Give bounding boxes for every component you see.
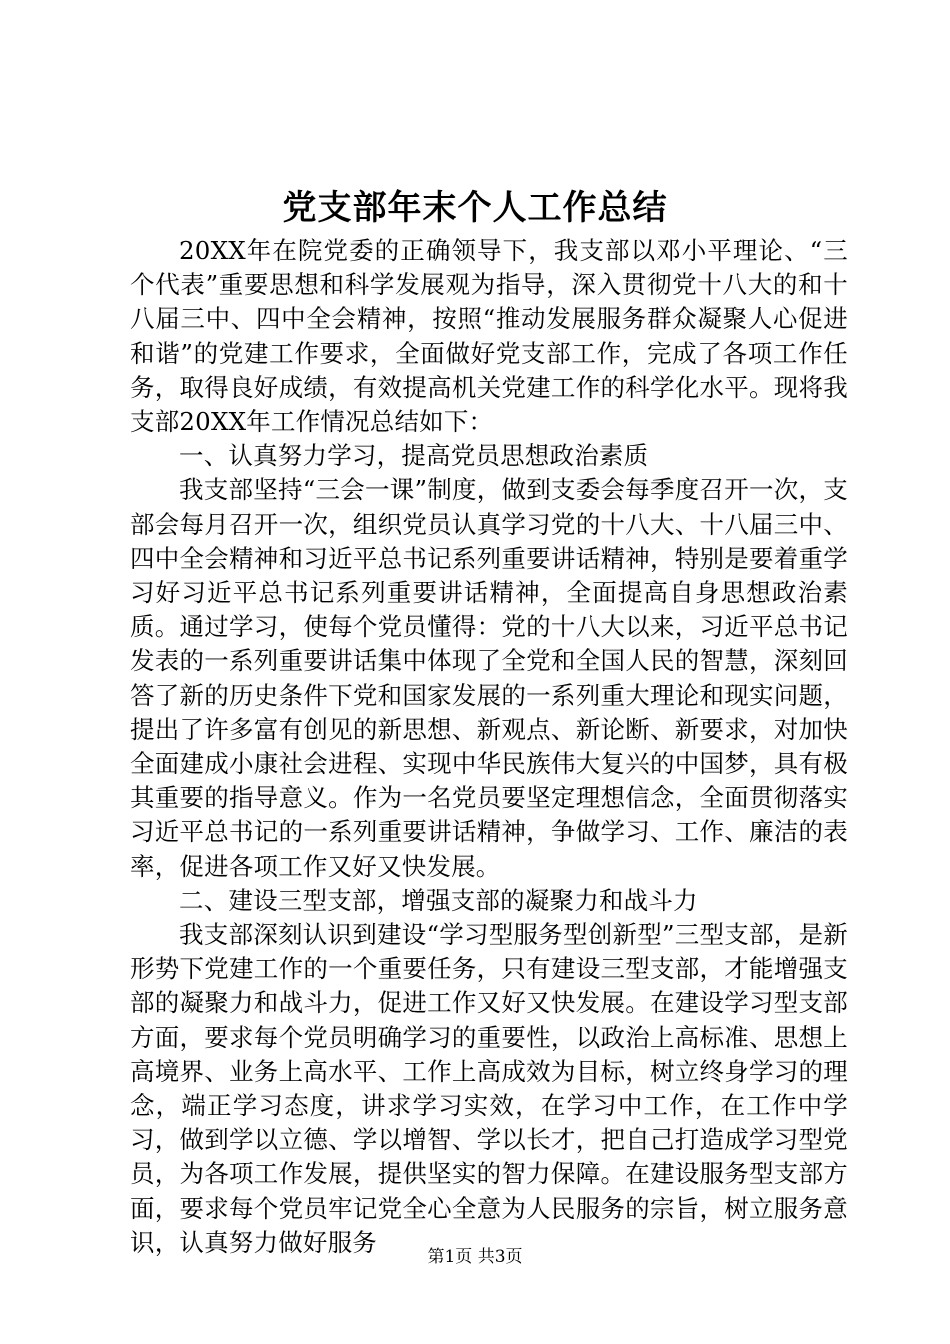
- page-footer: 第1页 共3页: [427, 1247, 523, 1267]
- document-title: 党支部年末个人工作总结: [282, 188, 668, 228]
- section-heading-1: 一、认真努力学习，提高党员思想政治素质: [179, 441, 649, 471]
- section-heading-2: 二、建设三型支部，增强支部的凝聚力和战斗力: [179, 885, 698, 915]
- document-body: [130, 234, 848, 1260]
- paragraph-intro: 20XX年在院党委的正确领导下，我支部以邓小平理论、“三个代表”重要思想和科学发展观为指导，深入贯彻党十八大的和十八届三中、四中全会精神，按照“推动发展服务群众凝聚人心促进和谐”的党建工作要求，全面做好党支部工作，完成了各项工作任务，取得良好成绩，有效提高机关党建工作的科学化水平。现将我支部20XX年工作情况总结如下：: [130, 236, 848, 437]
- paragraph-section-2: 我支部深刻认识到建设“学习型服务型创新型”三型支部，是新形势下党建工作的一个重要任务，只有建设三型支部，才能增强支部的凝聚力和战斗力，促进工作又好又快发展。在建设学习型支部方面，要求每个党员明确学习的重要性，以政治上高标准、思想上高境界、业务上高水平、工作上高成效为目标，树立终身学习的理念，端正学习态度，讲求学习实效，在学习中工作，在工作中学习，做到学以立德、学以增智、学以长才，把自己打造成学习型党员，为各项工作发展，提供坚实的智力保障。在建设服务型支部方面，要求每个党员牢记党全心全意为人民服务的宗旨，树立服务意识，认真努力做好服务: [130, 920, 848, 1257]
- paragraph-section-1: 我支部坚持“三会一课”制度，做到支委会每季度召开一次，支部会每月召开一次，组织党员认真学习党的十八大、十八届三中、四中全会精神和习近平总书记系列重要讲话精神，特别是要着重学习好习近平总书记系列重要讲话精神，全面提高自身思想政治素质。通过学习，使每个党员懂得：党的十八大以来，习近平总书记发表的一系列重要讲话集中体现了全党和全国人民的智慧，深刻回答了新的历史条件下党和国家发展的一系列重大理论和现实问题，提出了许多富有创见的新思想、新观点、新论断、新要求，对加快全面建成小康社会进程、实现中华民族伟大复兴的中国梦，具有极其重要的指导意义。作为一名党员要坚定理想信念，全面贯彻落实习近平总书记的一系列重要讲话精神，争做学习、工作、廉洁的表率，促进各项工作又好又快发展。: [130, 475, 848, 881]
